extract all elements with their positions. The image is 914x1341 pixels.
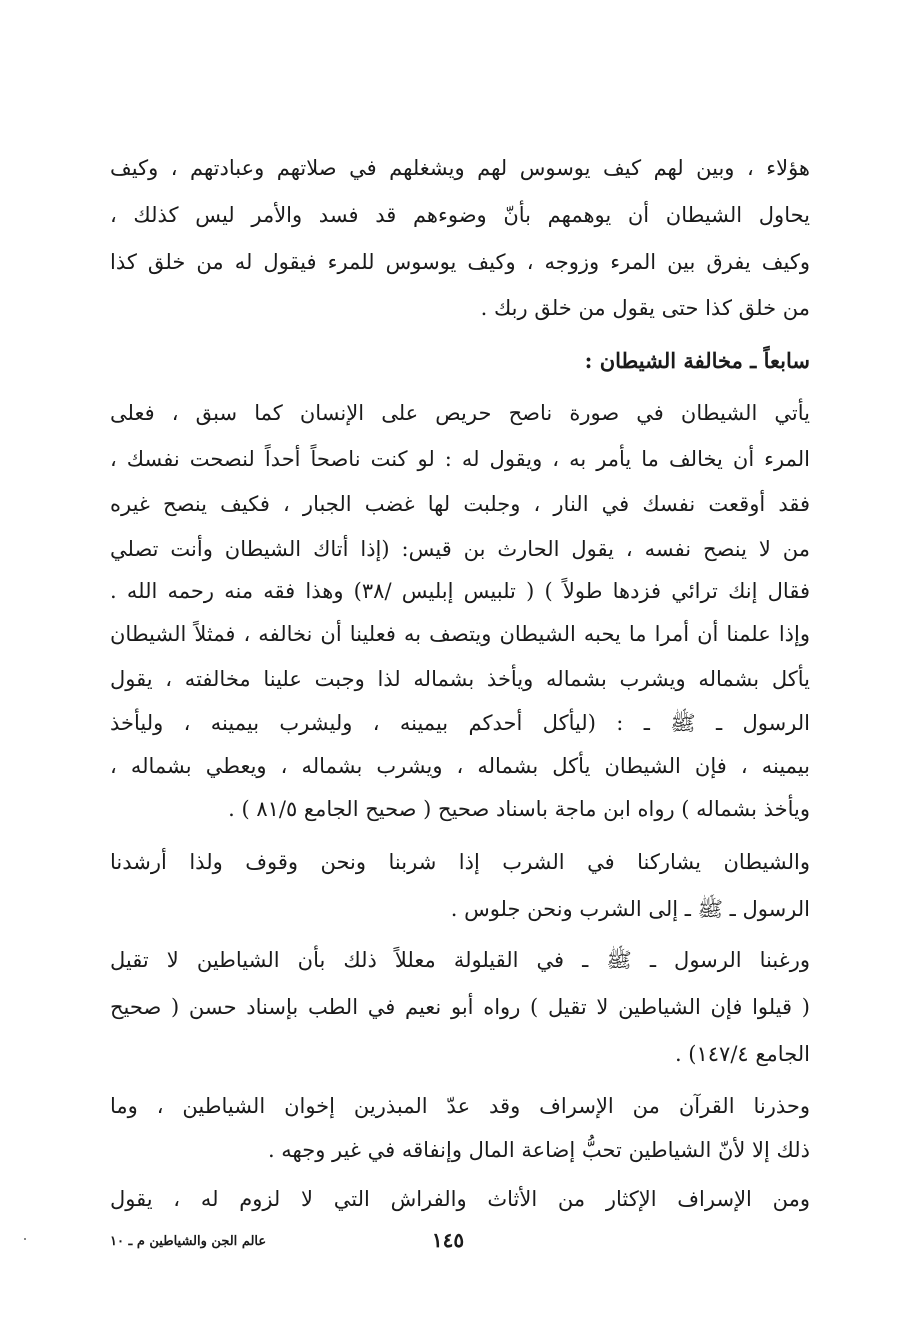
text-line: من لا ينصح نفسه ، يقول الحارث بن قيس: (إذا أتاك الشيطان وأنت تصلي	[110, 537, 810, 561]
text-line: يأتي الشيطان في صورة ناصح حريص على الإنسان كما سبق ، فعلى	[110, 401, 810, 425]
text-line: فقال إنك ترائي فزدها طولاً ) ( تلبيس إبليس /٣٨) وهذا فقه منه رحمه الله .	[110, 579, 810, 603]
text-line: هؤلاء ، وبين لهم كيف يوسوس لهم ويشغلهم في صلاتهم وعبادتهم ، وكيف	[110, 156, 810, 180]
text-line: ( قيلوا فإن الشياطين لا تقيل ) رواه أبو نعيم في الطب بإسناد حسن ( صحيح	[110, 995, 810, 1019]
text-line: المرء أن يخالف ما يأمر به ، ويقول له : لو كنت ناصحاً أحداً لنصحت نفسك ،	[110, 447, 810, 471]
page-number: ١٤٥	[431, 1228, 465, 1252]
text-line: يأكل بشماله ويشرب بشماله ويأخذ بشماله لذا وجبت علينا مخالفته ، يقول	[110, 667, 810, 691]
text-line: ذلك إلا لأنّ الشياطين تحبُّ إضاعة المال وإنفاقه في غير وجهه .	[267, 1138, 810, 1162]
section-heading: سابعاً ـ مخالفة الشيطان :	[584, 348, 810, 373]
text-line: والشيطان يشاركنا في الشرب إذا شربنا ونحن وقوف ولذا أرشدنا	[110, 850, 810, 874]
text-line: الرسول ـ ﷺ ـ : (ليأكل أحدكم بيمينه ، وليشرب بيمينه ، وليأخذ	[110, 711, 810, 735]
text-line: فقد أوقعت نفسك في النار ، وجلبت لها غضب الجبار ، فكيف ينصح غيره	[110, 492, 810, 516]
text-line: من خلق كذا حتى يقول من خلق ربك .	[480, 296, 810, 320]
text-line: بيمينه ، فإن الشيطان يأكل بشماله ، ويشرب بشماله ، ويعطي بشماله ،	[110, 754, 810, 778]
text-line: الرسول ـ ﷺ ـ إلى الشرب ونحن جلوس .	[450, 897, 810, 921]
book-signature: عالم الجن والشياطين م ـ ١٠	[110, 1234, 267, 1249]
text-line: الجامع ١٤٧/٤) .	[674, 1042, 810, 1066]
text-line: وحذرنا القرآن من الإسراف وقد عدّ المبذرين إخوان الشياطين ، وما	[110, 1094, 810, 1118]
text-line: ورغبنا الرسول ـ ﷺ ـ في القيلولة معللاً ذلك بأن الشياطين لا تقيل	[110, 948, 810, 972]
text-line: ويأخذ بشماله ) رواه ابن ماجة باسناد صحيح ( صحيح الجامع ٨١/٥ ) .	[228, 797, 810, 821]
text-line: يحاول الشيطان أن يوهمهم بأنّ وضوءهم قد فسد والأمر ليس كذلك ،	[110, 203, 810, 227]
text-line: وإذا علمنا أن أمرا ما يحبه الشيطان ويتصف به فعلينا أن نخالفه ، فمثلاً الشيطان	[110, 622, 810, 646]
margin-dot	[24, 1238, 26, 1240]
text-line: ومن الإسراف الإكثار من الأثاث والفراش التي لا لزوم له ، يقول	[110, 1187, 810, 1211]
text-line: وكيف يفرق بين المرء وزوجه ، وكيف يوسوس للمرء فيقول له من خلق كذا	[110, 250, 810, 274]
